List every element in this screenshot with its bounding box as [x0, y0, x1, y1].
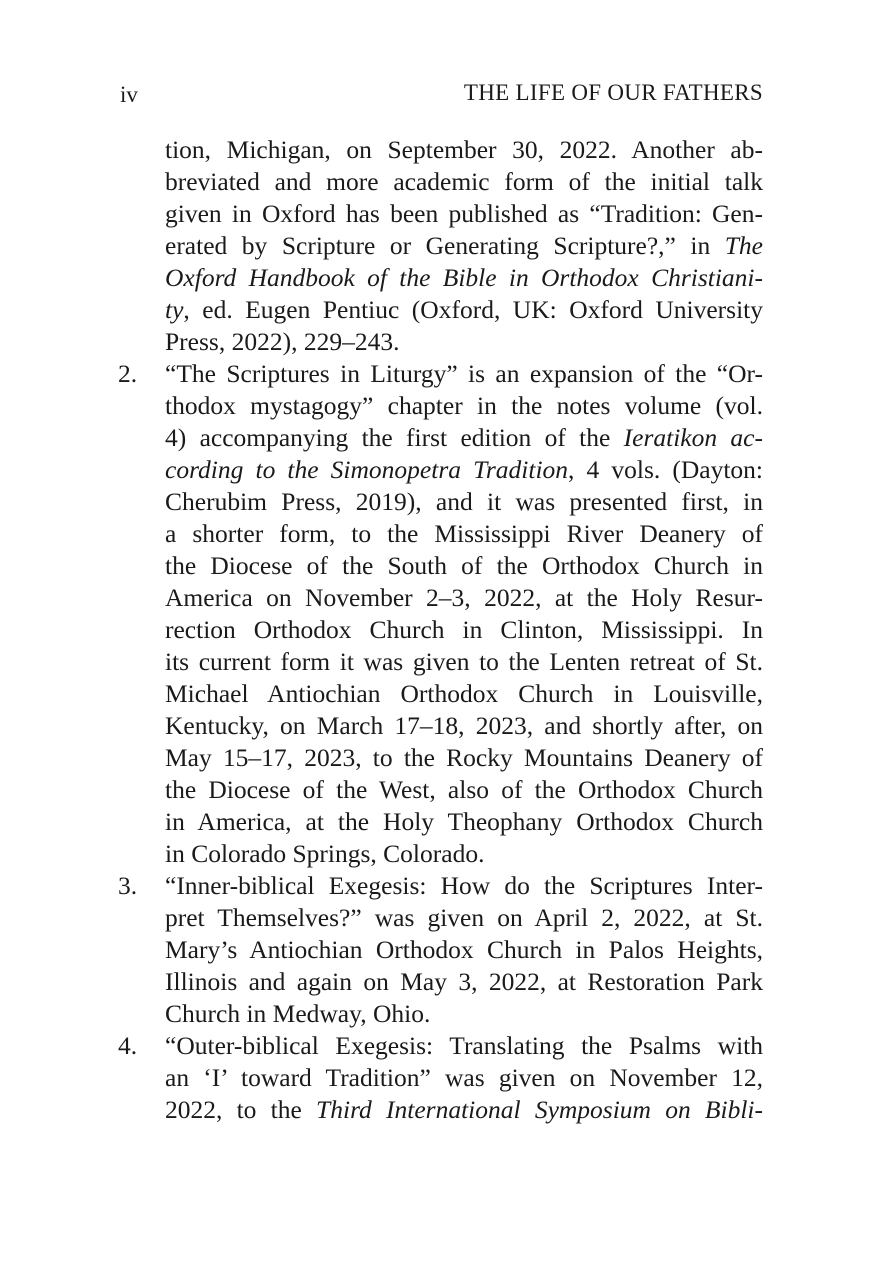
page-number: iv [120, 82, 138, 107]
note-line: in Colorado Springs, Colorado. [165, 839, 485, 868]
note-text: , ed. Eugen Pentiuc (Oxford, UK: Oxford University [183, 295, 763, 324]
note-line [165, 454, 763, 486]
note-line: Mary’s Antiochian Orthodox Church in Palos Heights, [165, 935, 763, 964]
note-line: in America, at the Holy Theophany Orthodox Church [165, 807, 763, 836]
note-line: an ‘I’ toward Tradition” was given on November 12, [165, 1063, 763, 1092]
note-number: 3. [118, 871, 138, 900]
note-line: thodox mystagogy” chapter in the notes volume (vol. [165, 391, 763, 420]
note-line: tion, Michigan, on September 30, 2022. Another ab- [165, 135, 763, 164]
note-line: the Diocese of the West, also of the Orthodox Church [165, 775, 763, 804]
note-text: erated by Scripture or Generating Scripture?,” in [165, 231, 725, 260]
symposium-title: Third International Symposium on Bibli- [316, 1095, 763, 1124]
note-number: 2. [118, 359, 138, 388]
note-text: , 4 vols. (Dayton: [568, 455, 763, 484]
note-line [165, 230, 763, 262]
book-title: ty [165, 295, 184, 324]
note-line: breviated and more academic form of the initial talk [165, 167, 763, 196]
note-line: its current form it was given to the Lenten retreat of St. [165, 647, 763, 676]
book-title: Oxford Handbook of the Bible in Orthodox Christiani- [165, 263, 763, 292]
note-line: “Inner-biblical Exegesis: How do the Scriptures Inter- [165, 871, 763, 900]
note-line: May 15–17, 2023, to the Rocky Mountains Deanery of [165, 743, 763, 772]
note-line: “Outer-biblical Exegesis: Translating the Psalms with [165, 1031, 763, 1060]
note-line: Michael Antiochian Orthodox Church in Louisville, [165, 679, 763, 708]
note-line: “The Scriptures in Liturgy” is an expansion of the “Or- [165, 359, 763, 388]
note-text: 4) accompanying the first edition of the [165, 423, 624, 452]
note-line [165, 422, 763, 454]
note-line: Church in Medway, Ohio. [165, 999, 431, 1028]
note-line: Kentucky, on March 17–18, 2023, and shortly after, on [165, 711, 763, 740]
note-number: 4. [118, 1031, 138, 1060]
note-line: pret Themselves?” was given on April 2, 2022, at St. [165, 903, 763, 932]
running-head: THE LIFE OF OUR FATHERS [463, 80, 763, 105]
note-line: Cherubim Press, 2019), and it was presented first, in [165, 487, 763, 516]
note-line: Illinois and again on May 3, 2022, at Restoration Park [165, 967, 763, 996]
note-line: given in Oxford has been published as “Tradition: Gen- [165, 199, 763, 228]
book-title: Ieratikon ac- [623, 423, 763, 452]
note-text: 2022, to the [165, 1095, 317, 1124]
note-line [165, 1094, 763, 1126]
note-line: Press, 2022), 229–243. [165, 327, 400, 356]
note-line: a shorter form, to the Mississippi River Deanery of [165, 519, 763, 548]
note-line: the Diocese of the South of the Orthodox Church in [165, 551, 763, 580]
note-line: America on November 2–3, 2022, at the Holy Resur- [165, 583, 763, 612]
note-line [165, 262, 763, 294]
note-line [165, 294, 763, 326]
note-line: rection Orthodox Church in Clinton, Mississippi. In [165, 615, 763, 644]
book-title: cording to the Simonopetra Tradition [165, 455, 569, 484]
book-title: The [724, 231, 763, 260]
